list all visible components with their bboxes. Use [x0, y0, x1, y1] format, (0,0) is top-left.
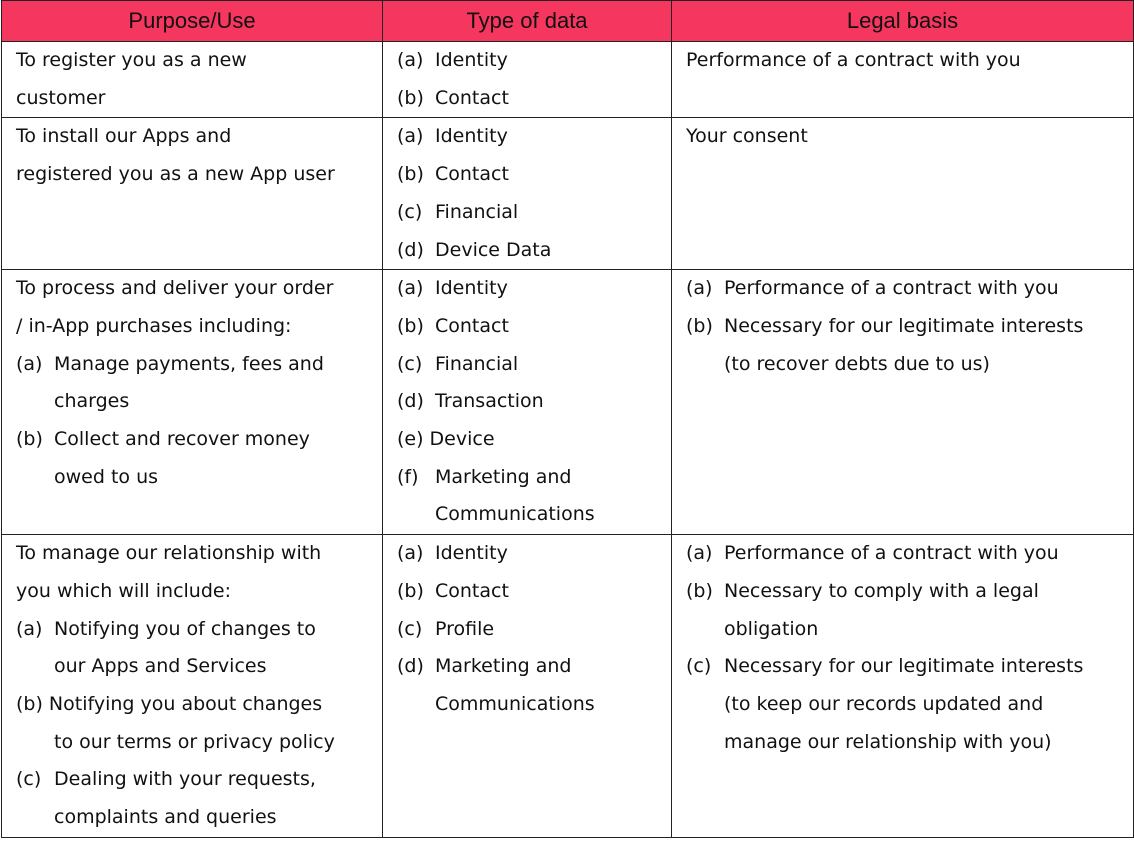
- legal-item: [686, 573, 1133, 648]
- item-text: Necessary for our legitimate interests: [724, 655, 1084, 678]
- item-text: Performance of a contract with you: [724, 542, 1059, 565]
- item-label: (c): [397, 352, 423, 375]
- item-text: Financial: [435, 352, 519, 375]
- item-text: Performance of a contract with you: [724, 277, 1059, 300]
- item-text: Profile: [435, 617, 495, 640]
- data-type-item: [397, 308, 671, 346]
- item-label: (a): [16, 352, 43, 375]
- data-type-item: [397, 156, 671, 194]
- legal-line: Performance of a contract with you: [686, 49, 1021, 71]
- table-row: [2, 118, 1134, 270]
- legal-basis-cell: [672, 118, 1134, 270]
- data-type-item: [397, 118, 671, 156]
- data-type-item: [397, 573, 671, 611]
- item-text: Communications: [435, 692, 595, 715]
- header-type-of-data: Type of data: [383, 1, 672, 42]
- item-text: (b) Notifying you about changes: [16, 692, 323, 715]
- item-label: (b): [397, 314, 424, 337]
- data-type-item: [397, 648, 671, 723]
- item-label: (a): [686, 542, 713, 565]
- item-label: (c): [397, 617, 423, 640]
- item-label: (a): [397, 277, 424, 300]
- legal-basis-cell: [672, 535, 1134, 838]
- item-label: (a): [397, 542, 424, 565]
- item-text: Contact: [435, 314, 509, 337]
- item-text: obligation: [724, 617, 819, 640]
- header-purpose-use: Purpose/Use: [2, 1, 383, 42]
- item-label: (c): [686, 655, 712, 678]
- item-text: Necessary to comply with a legal: [724, 579, 1039, 602]
- data-type-item: [397, 535, 671, 573]
- legal-basis-cell: [672, 42, 1134, 118]
- legal-item: [686, 270, 1133, 308]
- item-text: Device Data: [435, 238, 552, 261]
- data-type-item: [397, 611, 671, 649]
- item-text: our Apps and Services: [54, 655, 267, 678]
- purpose-line: To register you as a new: [16, 49, 247, 71]
- item-label: (a): [16, 617, 43, 640]
- item-label: (b): [686, 579, 713, 602]
- legal-line: Your consent: [686, 125, 808, 148]
- purpose-sub-item: [16, 346, 382, 421]
- item-text: Necessary for our legitimate interests: [724, 314, 1084, 337]
- item-label: (c): [16, 768, 42, 791]
- item-text: (to recover debts due to us): [724, 352, 990, 375]
- item-text: Notifying you of changes to: [54, 617, 316, 640]
- item-text: Dealing with your requests,: [54, 768, 316, 791]
- purpose-line: To install our Apps and: [16, 125, 232, 148]
- item-text: complaints and queries: [54, 806, 277, 829]
- item-text: Contact: [435, 163, 509, 186]
- item-text: Contact: [435, 86, 509, 109]
- purpose-sub-item: [16, 761, 382, 836]
- item-label: (d): [397, 390, 424, 413]
- data-type-item: [397, 459, 671, 534]
- item-label: (b): [397, 579, 424, 602]
- item-text: to our terms or privacy policy: [54, 730, 335, 753]
- header-legal-basis: Legal basis: [672, 1, 1134, 42]
- item-text: Identity: [435, 542, 508, 565]
- data-type-item: [397, 42, 671, 80]
- purpose-line: / in-App purchases including:: [16, 314, 292, 337]
- header-row: [2, 1, 1134, 42]
- item-text: charges: [54, 390, 130, 413]
- legal-basis-cell: [672, 270, 1134, 535]
- legal-item: [686, 535, 1133, 573]
- item-text: owed to us: [54, 465, 159, 488]
- table-row: [2, 42, 1134, 118]
- item-label: (d): [397, 238, 424, 261]
- item-text: Identity: [435, 277, 508, 300]
- table-row: [2, 270, 1134, 535]
- purpose-sub-item: [16, 686, 382, 761]
- data-type-cell: [383, 270, 672, 535]
- item-text: Identity: [435, 49, 508, 71]
- purpose-cell: [2, 42, 383, 118]
- legal-item: [686, 648, 1133, 761]
- purpose-line: you which will include:: [16, 579, 231, 602]
- data-type-item: [397, 194, 671, 232]
- data-type-cell: [383, 535, 672, 838]
- item-text: Communications: [435, 503, 595, 526]
- item-text: manage our relationship with you): [724, 730, 1052, 753]
- item-label: (b): [16, 428, 43, 451]
- item-label: (d): [397, 655, 424, 678]
- item-label: (a): [397, 125, 424, 148]
- data-type-cell: [383, 42, 672, 118]
- purpose-line: registered you as a new App user: [16, 163, 335, 186]
- item-label: (b): [397, 86, 424, 109]
- data-type-item: [397, 80, 671, 118]
- item-text: Marketing and: [435, 655, 572, 678]
- data-type-item: [397, 270, 671, 308]
- data-type-item: [397, 232, 671, 270]
- table-row: [2, 535, 1134, 838]
- item-text: Manage payments, fees and: [54, 352, 324, 375]
- item-text: Identity: [435, 125, 508, 148]
- purpose-line: To manage our relationship with: [16, 542, 322, 565]
- item-text: Marketing and: [435, 465, 572, 488]
- data-type-cell: [383, 118, 672, 270]
- purpose-line: To process and deliver your order: [16, 277, 334, 300]
- data-type-item: [397, 346, 671, 384]
- purpose-sub-item: [16, 421, 382, 496]
- purpose-sub-item: [16, 611, 382, 686]
- purpose-cell: [2, 118, 383, 270]
- item-label: (c): [397, 200, 423, 223]
- legal-item: [686, 308, 1133, 383]
- data-processing-table: [1, 0, 1134, 838]
- purpose-cell: [2, 535, 383, 838]
- data-type-item: [397, 383, 671, 421]
- data-type-item: (e) Device: [397, 428, 495, 451]
- item-label: (b): [686, 314, 713, 337]
- item-label: (f): [397, 465, 419, 488]
- purpose-line: customer: [16, 86, 106, 109]
- item-label: (b): [397, 163, 424, 186]
- purpose-cell: [2, 270, 383, 535]
- item-text: Transaction: [435, 390, 544, 413]
- item-text: Financial: [435, 200, 519, 223]
- item-label: (a): [686, 277, 713, 300]
- item-text: Collect and recover money: [54, 428, 310, 451]
- item-text: Contact: [435, 579, 509, 602]
- item-text: (to keep our records updated and: [724, 692, 1044, 715]
- item-label: (a): [397, 49, 424, 71]
